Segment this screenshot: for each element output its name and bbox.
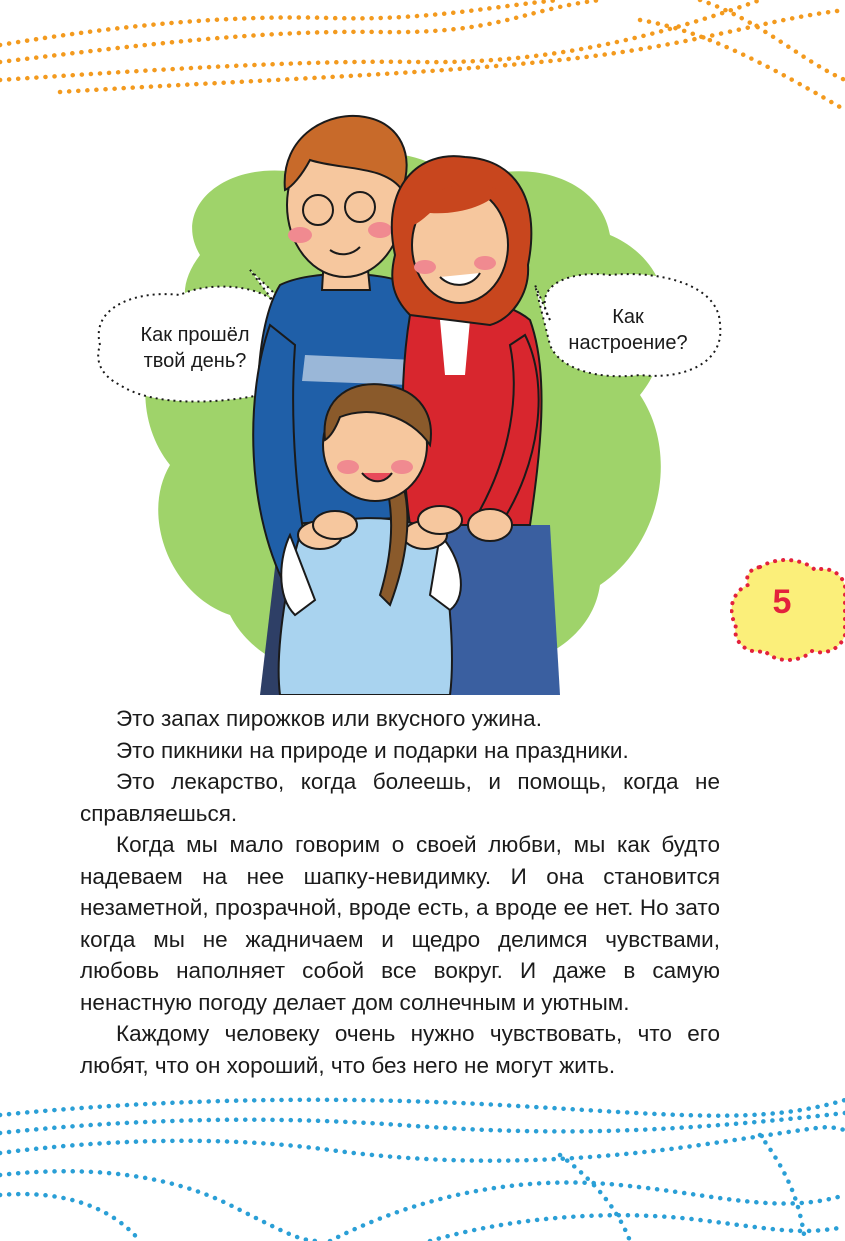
family-illustration xyxy=(80,95,770,695)
paragraph-4: Когда мы мало говорим о своей любви, мы как будто надеваем на нее шапку-невидимку. И она становится незаметной, прозрачной, вроде есть, а вроде ее нет. Но зато когда мы не жадничаем и щедро делимся чувствами, любовь наполняет собой все вокруг. И даже в самую ненастную погоду делает дом солнечным и уютным. xyxy=(80,832,720,1015)
speech-bubble-right-line2: настроение? xyxy=(568,332,688,354)
paragraph-5: Каждому человеку очень нужно чувствовать, что его любят, что он хороший, что без него не могут жить. xyxy=(80,1021,720,1078)
body-text xyxy=(80,703,720,1081)
speech-bubble-left-line1: Как прошёл xyxy=(140,324,250,346)
paragraph-1: Это запах пирожков или вкусного ужина. xyxy=(116,706,542,731)
father-hand xyxy=(313,511,357,539)
paragraph-2: Это пикники на природе и подарки на праздники. xyxy=(116,737,629,763)
speech-bubble-left-text xyxy=(110,322,280,374)
paragraph-3: Это лекарство, когда болеешь, и помощь, когда не справляешься. xyxy=(80,769,720,826)
speech-bubble-left-line2: твой день? xyxy=(143,350,247,372)
speech-bubble-right-text xyxy=(548,304,708,356)
mother-hand xyxy=(418,506,462,534)
page-number: 5 xyxy=(772,583,792,621)
speech-bubble-right-line1: Как xyxy=(612,306,644,328)
bottom-dotted-waves xyxy=(0,1095,845,1241)
